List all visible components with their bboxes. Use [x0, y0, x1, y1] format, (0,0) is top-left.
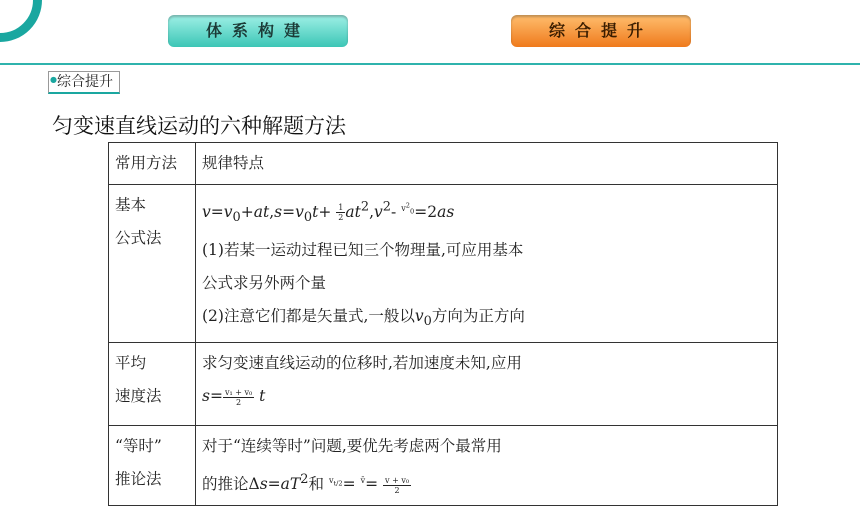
method-feature	[196, 343, 778, 426]
method-name-line: 平均	[115, 354, 147, 372]
method-name	[109, 343, 196, 426]
fraction: $\frac{\text{v₁ + v₀}}{2}$	[224, 387, 253, 407]
tab-system-build[interactable]: 体系构建	[168, 15, 348, 47]
tab-comprehensive-advance[interactable]: 综合提升	[511, 15, 691, 47]
method-name	[109, 426, 196, 506]
method-name-line: 速度法	[115, 387, 162, 405]
fraction: $\frac{1}{2}$	[338, 203, 344, 223]
formula-line: 的推论$\Delta s=aT^2$和 $^{v_{t/2}}$= $^{v̄}$= $\frac{\text{v + v₀}}{2}$	[202, 472, 410, 495]
method-name-line: 基本	[115, 196, 147, 214]
corner-ring-decoration	[0, 0, 42, 42]
method-name-line: “等时”	[115, 437, 162, 455]
header-divider	[0, 63, 860, 65]
dot-icon: ●	[50, 75, 57, 84]
fraction: $\frac{\text{v + v₀}}{2}$	[385, 475, 410, 495]
method-name	[109, 185, 196, 343]
table-row	[109, 343, 778, 426]
section-label-text: 综合提升	[57, 74, 113, 90]
page-title: 匀变速直线运动的六种解题方法	[52, 114, 346, 138]
table-header-row	[109, 143, 778, 185]
method-name-line: 推论法	[115, 470, 162, 488]
feature-line: (1)若某一运动过程已知三个物理量,可应用基本	[202, 240, 524, 259]
formula-line: $v=v_0+at,s=v_0t+$ $\frac{1}{2}$ $at^2,v^2-$ $^{v^2_0}$=2as	[202, 199, 455, 225]
feature-line: 求匀变速直线运动的位移时,若加速度未知,应用	[202, 354, 522, 372]
header-method: 常用方法	[109, 143, 196, 185]
table-row	[109, 185, 778, 343]
feature-line: (2)注意它们都是矢量式,一般以$v_0$方向为正方向	[202, 306, 525, 329]
header-feature: 规律特点	[196, 143, 778, 185]
table-row	[109, 426, 778, 506]
methods-table	[108, 142, 778, 506]
method-name-line: 公式法	[115, 229, 162, 247]
method-feature	[196, 426, 778, 506]
section-label	[48, 71, 120, 94]
method-feature	[196, 185, 778, 343]
feature-line: 公式求另外两个量	[202, 273, 327, 292]
formula-line: s= $\frac{\text{v₁ + v₀}}{2}$ t	[202, 387, 266, 407]
feature-line: 对于“连续等时”问题,要优先考虑两个最常用	[202, 437, 502, 455]
